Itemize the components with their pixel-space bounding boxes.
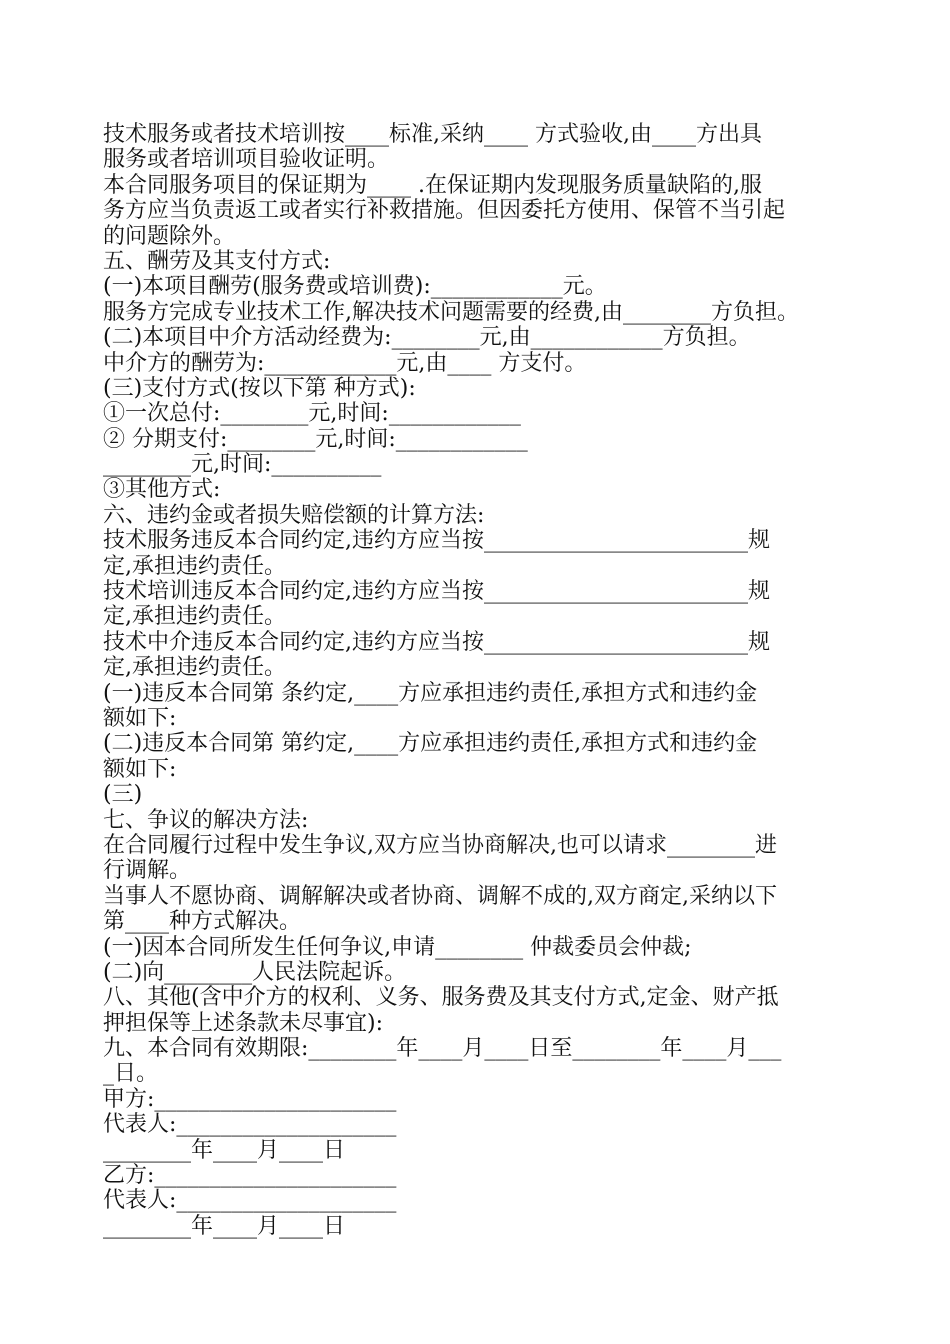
signature-representative-a: 代表人:____________________ — [103, 1112, 397, 1138]
text-line: (三)支付方式(按以下第 种方式): — [103, 375, 416, 401]
text-line: 服务或者培训项目验收证明。 — [103, 147, 390, 173]
text-line: (一)违反本合同第 条约定,____方应承担违约责任,承担方式和违约金 — [103, 680, 758, 706]
text-line: ________元,时间:__________ — [103, 452, 382, 478]
text-line: 额如下: — [103, 756, 177, 782]
signature-date-a: ________年____月____日 — [103, 1137, 346, 1163]
signature-representative-b: 代表人:____________________ — [103, 1188, 397, 1214]
text-line: 定,承担违约责任。 — [103, 604, 286, 630]
text-line: 的问题除外。 — [103, 223, 236, 249]
text-line: 技术培训违反本合同约定,违约方应当按________________________规 — [103, 579, 770, 605]
signature-party-a: 甲方:______________________ — [103, 1086, 397, 1112]
section-heading: 七、争议的解决方法: — [103, 807, 309, 833]
text-line: 额如下: — [103, 705, 177, 731]
text-line: (二)本项目中介方活动经费为:________元,由____________方负担。 — [103, 325, 751, 351]
section-heading: 五、酬劳及其支付方式: — [103, 248, 331, 274]
text-line: (三) — [103, 782, 143, 808]
signature-date-b: ________年____月____日 — [103, 1213, 346, 1239]
text-line: 技术服务违反本合同约定,违约方应当按________________________规 — [103, 528, 770, 554]
signature-party-b: 乙方:______________________ — [103, 1163, 397, 1189]
text-line: (二)向________人民法院起诉。 — [103, 959, 407, 985]
text-line: 技术中介违反本合同约定,违约方应当按________________________规 — [103, 629, 770, 655]
text-line: 定,承担违约责任。 — [103, 553, 286, 579]
text-line: 技术服务或者技术培训按____标准,采纳____ 方式验收,由____方出具 — [103, 122, 762, 147]
text-line: (一)本项目酬劳(服务费或培训费):____________元。 — [103, 274, 607, 300]
text-line: 当事人不愿协商、调解解决或者协商、调解不成的,双方商定,采纳以下 — [103, 883, 777, 909]
text-line: 务方应当负责返工或者实行补救措施。但因委托方使用、保管不当引起 — [103, 198, 786, 224]
text-line: 行调解。 — [103, 858, 192, 884]
section-heading: 九、本合同有效期限:________年____月____日至________年____月___ — [103, 1036, 782, 1062]
section-heading: 八、其他(含中介方的权利、义务、服务费及其支付方式,定金、财产抵 — [103, 985, 779, 1011]
text-line: (二)违反本合同第 第约定,____方应承担违约责任,承担方式和违约金 — [103, 731, 758, 757]
section-heading: 六、违约金或者损失赔偿额的计算方法: — [103, 502, 485, 528]
text-line: 服务方完成专业技术工作,解决技术问题需要的经费,由________方负担。 — [103, 299, 799, 325]
text-line: ①一次总付:________元,时间:____________ — [103, 401, 521, 427]
text-line: 在合同履行过程中发生争议,双方应当协商解决,也可以请求________进 — [103, 832, 777, 858]
text-line: _日。 — [103, 1061, 159, 1087]
text-line: 本合同服务项目的保证期为____ .在保证期内发现服务质量缺陷的,服 — [103, 172, 762, 198]
document-body — [103, 122, 863, 1239]
text-line: 定,承担违约责任。 — [103, 655, 286, 681]
text-line: 中介方的酬劳为:____________元,由____ 方支付。 — [103, 350, 587, 376]
text-line: 押担保等上述条款未尽事宜): — [103, 1010, 383, 1036]
text-line: 第____种方式解决。 — [103, 909, 302, 935]
text-line: ③其他方式: — [103, 477, 221, 503]
text-line: (一)因本合同所发生任何争议,申请________ 仲裁委员会仲裁; — [103, 934, 692, 960]
text-line: ② 分期支付:________元,时间:____________ — [103, 426, 528, 452]
